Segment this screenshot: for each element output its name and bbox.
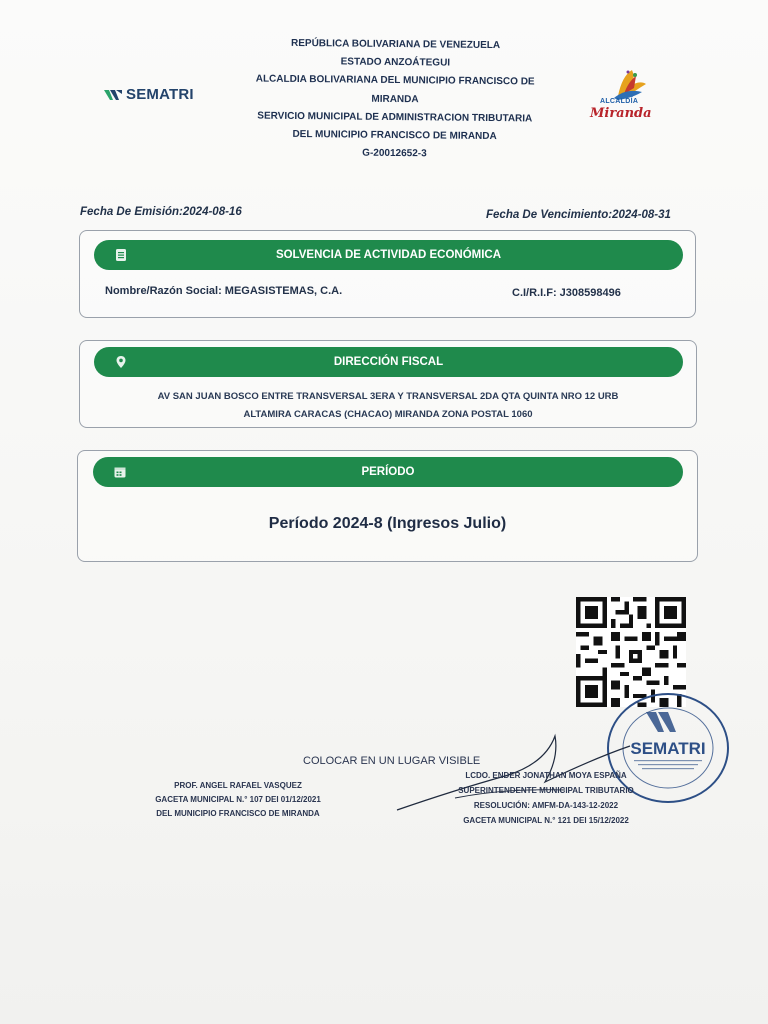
colocar-visible-text: COLOCAR EN UN LUGAR VISIBLE [303,755,481,767]
calendar-icon [113,465,127,479]
signatory-line: SUPERINTENDENTE MUNICIPAL TRIBUTARIO [458,786,634,795]
left-signatory-block [138,779,338,821]
signatory-line: GACETA MUNICIPAL N.° 107 DEI 01/12/2021 [155,795,321,804]
document-icon [114,248,128,262]
direccion-fiscal-text [100,388,676,424]
direccion-section [79,340,697,428]
alcaldia-logo-text: ALCALDÍA [600,98,639,105]
location-pin-icon [114,355,128,369]
solvencia-title: SOLVENCIA DE ACTIVIDAD ECONÓMICA [275,249,502,261]
direccion-title: DIRECCIÓN FISCAL [333,356,444,368]
header-line: DEL MUNICIPIO FRANCISCO DE MIRANDA [292,128,497,143]
address-line: ALTAMIRA CARACAS (CHACAO) MIRANDA ZONA POSTAL 1060 [243,409,533,420]
sematri-logo [104,86,194,103]
solvencia-section [79,230,696,318]
signatory-line: LCDO. ENDER JONATHAN MOYA ESPAÑA [465,771,627,780]
header-line: G-20012652-3 [362,147,427,160]
header-line: ALCALDIA BOLIVARIANA DEL MUNICIPIO FRANCISCO DE [255,73,535,88]
solvencia-header-bar [94,240,683,270]
header-line: MIRANDA [371,93,419,105]
address-line: AV SAN JUAN BOSCO ENTRE TRANSVERSAL 3ERA Y TRANSVERSAL 2DA QTA QUINTA NRO 12 URB [157,391,619,402]
rif-number: C.I/R.I.F: J308598496 [512,287,621,299]
periodo-header-bar [93,457,683,487]
right-signatory-block [446,768,646,828]
fecha-emision: Fecha De Emisión:2024-08-16 [80,206,242,218]
periodo-title: PERÍODO [361,466,415,478]
signatory-line: GACETA MUNICIPAL N.° 121 DEI 15/12/2022 [463,816,629,825]
miranda-logo-text: Miranda [590,106,652,121]
direccion-header-bar [94,347,683,377]
signatory-line: PROF. ANGEL RAFAEL VASQUEZ [174,781,302,790]
razon-social: Nombre/Razón Social: MEGASISTEMAS, C.A. [105,285,343,297]
header-line: SERVICIO MUNICIPAL DE ADMINISTRACION TRIBUTARIA [257,110,533,125]
sematri-mark-icon [104,88,122,102]
periodo-section [77,450,698,562]
fecha-vencimiento: Fecha De Vencimiento:2024-08-31 [486,209,671,221]
header-line: REPÚBLICA BOLIVARIANA DE VENEZUELA [290,37,501,52]
header-line: ESTADO ANZOÁTEGUI [340,56,451,69]
alcaldia-miranda-logo [588,66,670,128]
periodo-value: Período 2024-8 (Ingresos Julio) [268,515,507,532]
signatory-line: DEL MUNICIPIO FRANCISCO DE MIRANDA [156,809,320,818]
signatory-line: RESOLUCIÓN: AMFM-DA-143-12-2022 [473,801,619,810]
sematri-logo-text: SEMATRI [126,86,194,103]
seal-text: SEMATRI [630,739,706,758]
header-institution-text [229,34,560,165]
